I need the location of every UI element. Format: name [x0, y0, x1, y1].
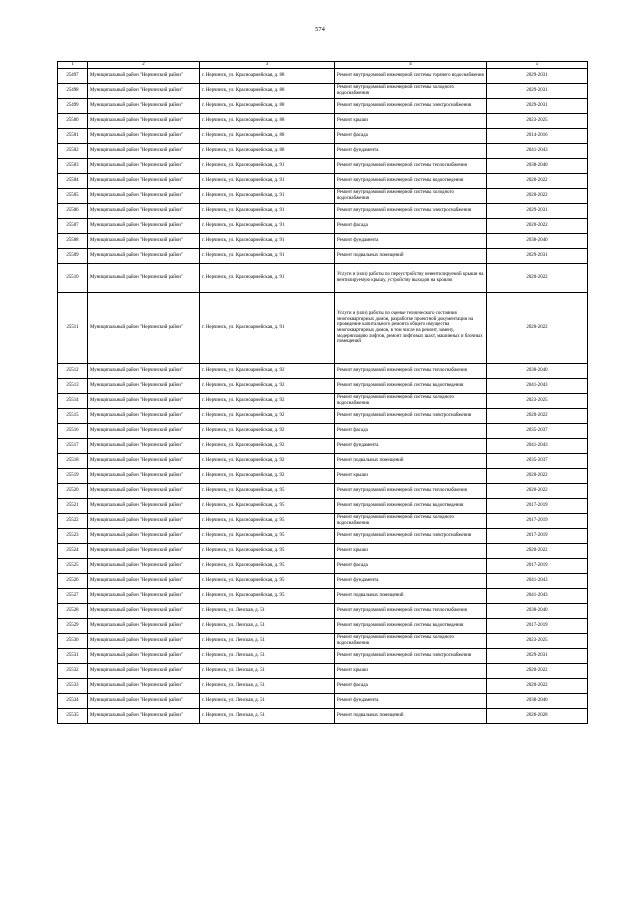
- address-cell: г. Нерчинск, ул. Красноармейская, д. 95: [200, 529, 335, 544]
- work-type-cell: Ремонт внутридомовой инженерной системы холодного водоснабжения: [335, 514, 487, 529]
- row-number-cell: 25520: [58, 484, 88, 499]
- address-cell: г. Нерчинск, ул. Красноармейская, д. 91: [200, 189, 335, 204]
- period-cell: 2020-2022: [487, 484, 588, 499]
- row-number-cell: 25527: [58, 589, 88, 604]
- row-number-cell: 25515: [58, 409, 88, 424]
- work-type-cell: Ремонт внутридомовой инженерной системы холодного водоснабжения: [335, 189, 487, 204]
- work-type-cell: Ремонт внутридомовой инженерной системы электроснабжения: [335, 529, 487, 544]
- table-row: [58, 234, 588, 249]
- address-cell: г. Нерчинск, ул. Красноармейская, д. 88: [200, 129, 335, 144]
- row-number-cell: 25535: [58, 709, 88, 724]
- address-cell: г. Нерчинск, ул. Ленская, д. 51: [200, 679, 335, 694]
- municipality-cell: Муниципальный район "Нерчинский район": [88, 604, 200, 619]
- work-type-cell: Ремонт фасада: [335, 679, 487, 694]
- address-cell: г. Нерчинск, ул. Ленская, д. 51: [200, 664, 335, 679]
- municipality-cell: Муниципальный район "Нерчинский район": [88, 293, 200, 364]
- municipality-cell: Муниципальный район "Нерчинский район": [88, 559, 200, 574]
- table-row: [58, 484, 588, 499]
- address-cell: г. Нерчинск, ул. Красноармейская, д. 92: [200, 454, 335, 469]
- period-cell: 2041-2043: [487, 439, 588, 454]
- address-cell: г. Нерчинск, ул. Красноармейская, д. 92: [200, 364, 335, 379]
- municipality-cell: Муниципальный район "Нерчинский район": [88, 439, 200, 454]
- table-row: [58, 249, 588, 264]
- period-cell: 2020-2022: [487, 293, 588, 364]
- row-number-cell: 25511: [58, 293, 88, 364]
- period-cell: 2026-2028: [487, 709, 588, 724]
- municipality-cell: Муниципальный район "Нерчинский район": [88, 649, 200, 664]
- table-row: [58, 144, 588, 159]
- period-cell: 2035-2037: [487, 424, 588, 439]
- address-cell: г. Нерчинск, ул. Красноармейская, д. 91: [200, 249, 335, 264]
- period-cell: 2029-2031: [487, 84, 588, 99]
- address-cell: г. Нерчинск, ул. Ленская, д. 51: [200, 634, 335, 649]
- municipality-cell: Муниципальный район "Нерчинский район": [88, 619, 200, 634]
- row-number-cell: 25506: [58, 204, 88, 219]
- period-cell: 2041-2043: [487, 144, 588, 159]
- period-cell: 2029-2031: [487, 204, 588, 219]
- row-number-cell: 25512: [58, 364, 88, 379]
- table-row: [58, 394, 588, 409]
- period-cell: 2038-2040: [487, 159, 588, 174]
- period-cell: 2029-2031: [487, 649, 588, 664]
- table-row: [58, 293, 588, 364]
- row-number-cell: 25531: [58, 649, 88, 664]
- period-cell: 2020-2022: [487, 544, 588, 559]
- table-row: [58, 174, 588, 189]
- work-type-cell: Ремонт крыши: [335, 114, 487, 129]
- municipality-cell: Муниципальный район "Нерчинский район": [88, 529, 200, 544]
- period-cell: 2029-2031: [487, 99, 588, 114]
- work-type-cell: Ремонт подвальных помещений: [335, 249, 487, 264]
- work-type-cell: Ремонт подвальных помещений: [335, 454, 487, 469]
- period-cell: 2038-2040: [487, 694, 588, 709]
- table-row: [58, 264, 588, 293]
- row-number-cell: 25498: [58, 84, 88, 99]
- address-cell: г. Нерчинск, ул. Красноармейская, д. 88: [200, 99, 335, 114]
- address-cell: г. Нерчинск, ул. Красноармейская, д. 95: [200, 484, 335, 499]
- period-cell: 2017-2019: [487, 559, 588, 574]
- address-cell: г. Нерчинск, ул. Красноармейская, д. 95: [200, 499, 335, 514]
- municipality-cell: Муниципальный район "Нерчинский район": [88, 99, 200, 114]
- column-header: 5: [487, 62, 588, 69]
- row-number-cell: 25516: [58, 424, 88, 439]
- municipality-cell: Муниципальный район "Нерчинский район": [88, 634, 200, 649]
- address-cell: г. Нерчинск, ул. Красноармейская, д. 95: [200, 589, 335, 604]
- table-row: [58, 634, 588, 649]
- table-row: [58, 114, 588, 129]
- table-row: [58, 439, 588, 454]
- capital-repair-table: [57, 61, 588, 724]
- address-cell: г. Нерчинск, ул. Красноармейская, д. 95: [200, 574, 335, 589]
- period-cell: 2020-2022: [487, 409, 588, 424]
- row-number-cell: 25523: [58, 529, 88, 544]
- table-row: [58, 409, 588, 424]
- period-cell: 2023-2025: [487, 114, 588, 129]
- table-row: [58, 159, 588, 174]
- period-cell: 2017-2019: [487, 529, 588, 544]
- municipality-cell: Муниципальный район "Нерчинский район": [88, 189, 200, 204]
- table-row: [58, 694, 588, 709]
- address-cell: г. Нерчинск, ул. Красноармейская, д. 92: [200, 424, 335, 439]
- municipality-cell: Муниципальный район "Нерчинский район": [88, 174, 200, 189]
- table-row: [58, 499, 588, 514]
- municipality-cell: Муниципальный район "Нерчинский район": [88, 469, 200, 484]
- period-cell: 2017-2019: [487, 499, 588, 514]
- period-cell: 2023-2025: [487, 634, 588, 649]
- address-cell: г. Нерчинск, ул. Красноармейская, д. 92: [200, 409, 335, 424]
- municipality-cell: Муниципальный район "Нерчинский район": [88, 694, 200, 709]
- row-number-cell: 25522: [58, 514, 88, 529]
- municipality-cell: Муниципальный район "Нерчинский район": [88, 589, 200, 604]
- table-row: [58, 529, 588, 544]
- row-number-cell: 25518: [58, 454, 88, 469]
- municipality-cell: Муниципальный район "Нерчинский район": [88, 84, 200, 99]
- row-number-cell: 25509: [58, 249, 88, 264]
- address-cell: г. Нерчинск, ул. Красноармейская, д. 88: [200, 69, 335, 84]
- table-row: [58, 574, 588, 589]
- period-cell: 2020-2022: [487, 664, 588, 679]
- table-row: [58, 379, 588, 394]
- address-cell: г. Нерчинск, ул. Ленская, д. 51: [200, 619, 335, 634]
- period-cell: 2023-2025: [487, 394, 588, 409]
- address-cell: г. Нерчинск, ул. Красноармейская, д. 91: [200, 234, 335, 249]
- work-type-cell: Ремонт крыши: [335, 469, 487, 484]
- row-number-cell: 25519: [58, 469, 88, 484]
- period-cell: 2038-2040: [487, 604, 588, 619]
- municipality-cell: Муниципальный район "Нерчинский район": [88, 69, 200, 84]
- table-row: [58, 649, 588, 664]
- address-cell: г. Нерчинск, ул. Ленская, д. 51: [200, 604, 335, 619]
- work-type-cell: Ремонт фасада: [335, 129, 487, 144]
- period-cell: 2038-2040: [487, 234, 588, 249]
- work-type-cell: Ремонт крыши: [335, 544, 487, 559]
- table-row: [58, 619, 588, 634]
- municipality-cell: Муниципальный район "Нерчинский район": [88, 454, 200, 469]
- period-cell: 2014-2016: [487, 129, 588, 144]
- row-number-cell: 25501: [58, 129, 88, 144]
- table-row: [58, 84, 588, 99]
- table-row: [58, 454, 588, 469]
- row-number-cell: 25514: [58, 394, 88, 409]
- address-cell: г. Нерчинск, ул. Ленская, д. 51: [200, 709, 335, 724]
- row-number-cell: 25499: [58, 99, 88, 114]
- municipality-cell: Муниципальный район "Нерчинский район": [88, 544, 200, 559]
- row-number-cell: 25521: [58, 499, 88, 514]
- table-row: [58, 364, 588, 379]
- period-cell: 2029-2031: [487, 69, 588, 84]
- work-type-cell: Ремонт фасада: [335, 559, 487, 574]
- municipality-cell: Муниципальный район "Нерчинский район": [88, 484, 200, 499]
- address-cell: г. Нерчинск, ул. Красноармейская, д. 91: [200, 264, 335, 293]
- row-number-cell: 25533: [58, 679, 88, 694]
- row-number-cell: 25503: [58, 159, 88, 174]
- column-header: 3: [200, 62, 335, 69]
- work-type-cell: Ремонт внутридомовой инженерной системы холодного водоснабжения: [335, 634, 487, 649]
- work-type-cell: Ремонт внутридомовой инженерной системы горячего водоснабжения: [335, 69, 487, 84]
- row-number-cell: 25532: [58, 664, 88, 679]
- address-cell: г. Нерчинск, ул. Красноармейская, д. 95: [200, 559, 335, 574]
- table-row: [58, 204, 588, 219]
- table-row: [58, 69, 588, 84]
- work-type-cell: Ремонт внутридомовой инженерной системы теплоснабжения: [335, 604, 487, 619]
- period-cell: 2020-2022: [487, 264, 588, 293]
- municipality-cell: Муниципальный район "Нерчинский район": [88, 514, 200, 529]
- table-header-row: [58, 62, 588, 69]
- table-row: [58, 589, 588, 604]
- work-type-cell: Ремонт подвальных помещений: [335, 709, 487, 724]
- column-header: 4: [335, 62, 487, 69]
- period-cell: 2017-2019: [487, 514, 588, 529]
- row-number-cell: 25526: [58, 574, 88, 589]
- address-cell: г. Нерчинск, ул. Красноармейская, д. 88: [200, 144, 335, 159]
- row-number-cell: 25513: [58, 379, 88, 394]
- table-row: [58, 679, 588, 694]
- municipality-cell: Муниципальный район "Нерчинский район": [88, 499, 200, 514]
- address-cell: г. Нерчинск, ул. Красноармейская, д. 95: [200, 544, 335, 559]
- municipality-cell: Муниципальный район "Нерчинский район": [88, 664, 200, 679]
- work-type-cell: Ремонт внутридомовой инженерной системы холодного водоснабжения: [335, 84, 487, 99]
- work-type-cell: Ремонт фундамента: [335, 694, 487, 709]
- row-number-cell: 25517: [58, 439, 88, 454]
- municipality-cell: Муниципальный район "Нерчинский район": [88, 219, 200, 234]
- address-cell: г. Нерчинск, ул. Красноармейская, д. 91: [200, 219, 335, 234]
- municipality-cell: Муниципальный район "Нерчинский район": [88, 129, 200, 144]
- period-cell: 2035-2037: [487, 454, 588, 469]
- period-cell: 2020-2022: [487, 219, 588, 234]
- row-number-cell: 25510: [58, 264, 88, 293]
- work-type-cell: Услуги и (или) работы по оценке технического состояния многоквартирных домов, разработке проектной документации на проведение капитального ремонта общего имущества многоквартирных домов, в том числе на ремонт, замену, модернизацию лифтов, ремонт лифтовых шахт, машинных и блочных помещений: [335, 293, 487, 364]
- work-type-cell: Ремонт внутридомовой инженерной системы водоотведения: [335, 379, 487, 394]
- municipality-cell: Муниципальный район "Нерчинский район": [88, 679, 200, 694]
- table-row: [58, 99, 588, 114]
- work-type-cell: Ремонт внутридомовой инженерной системы электроснабжения: [335, 649, 487, 664]
- municipality-cell: Муниципальный район "Нерчинский район": [88, 409, 200, 424]
- work-type-cell: Ремонт внутридомовой инженерной системы электроснабжения: [335, 204, 487, 219]
- row-number-cell: 25524: [58, 544, 88, 559]
- period-cell: 2041-2043: [487, 574, 588, 589]
- municipality-cell: Муниципальный район "Нерчинский район": [88, 204, 200, 219]
- address-cell: г. Нерчинск, ул. Красноармейская, д. 91: [200, 293, 335, 364]
- table-row: [58, 469, 588, 484]
- row-number-cell: 25534: [58, 694, 88, 709]
- work-type-cell: Ремонт фасада: [335, 424, 487, 439]
- column-header: 2: [88, 62, 200, 69]
- table-row: [58, 709, 588, 724]
- work-type-cell: Ремонт внутридомовой инженерной системы теплоснабжения: [335, 159, 487, 174]
- municipality-cell: Муниципальный район "Нерчинский район": [88, 424, 200, 439]
- work-type-cell: Ремонт внутридомовой инженерной системы водоотведения: [335, 619, 487, 634]
- row-number-cell: 25529: [58, 619, 88, 634]
- address-cell: г. Нерчинск, ул. Красноармейская, д. 92: [200, 439, 335, 454]
- row-number-cell: 25504: [58, 174, 88, 189]
- table-row: [58, 544, 588, 559]
- municipality-cell: Муниципальный район "Нерчинский район": [88, 144, 200, 159]
- row-number-cell: 25530: [58, 634, 88, 649]
- period-cell: 2020-2022: [487, 189, 588, 204]
- period-cell: 2029-2031: [487, 249, 588, 264]
- period-cell: 2017-2019: [487, 619, 588, 634]
- work-type-cell: Ремонт внутридомовой инженерной системы теплоснабжения: [335, 484, 487, 499]
- row-number-cell: 25507: [58, 219, 88, 234]
- municipality-cell: Муниципальный район "Нерчинский район": [88, 709, 200, 724]
- work-type-cell: Ремонт внутридомовой инженерной системы электроснабжения: [335, 99, 487, 114]
- work-type-cell: Ремонт крыши: [335, 664, 487, 679]
- period-cell: 2020-2022: [487, 174, 588, 189]
- period-cell: 2041-2043: [487, 589, 588, 604]
- address-cell: г. Нерчинск, ул. Красноармейская, д. 91: [200, 204, 335, 219]
- work-type-cell: Ремонт внутридомовой инженерной системы водоотведения: [335, 499, 487, 514]
- address-cell: г. Нерчинск, ул. Красноармейская, д. 92: [200, 469, 335, 484]
- row-number-cell: 25500: [58, 114, 88, 129]
- period-cell: 2020-2022: [487, 469, 588, 484]
- work-type-cell: Ремонт внутридомовой инженерной системы электроснабжения: [335, 409, 487, 424]
- period-cell: 2041-2043: [487, 379, 588, 394]
- row-number-cell: 25525: [58, 559, 88, 574]
- municipality-cell: Муниципальный район "Нерчинский район": [88, 234, 200, 249]
- address-cell: г. Нерчинск, ул. Ленская, д. 51: [200, 694, 335, 709]
- row-number-cell: 25528: [58, 604, 88, 619]
- work-type-cell: Ремонт фундамента: [335, 574, 487, 589]
- address-cell: г. Нерчинск, ул. Красноармейская, д. 91: [200, 159, 335, 174]
- municipality-cell: Муниципальный район "Нерчинский район": [88, 249, 200, 264]
- table-row: [58, 559, 588, 574]
- address-cell: г. Нерчинск, ул. Красноармейская, д. 95: [200, 514, 335, 529]
- municipality-cell: Муниципальный район "Нерчинский район": [88, 364, 200, 379]
- table-row: [58, 189, 588, 204]
- address-cell: г. Нерчинск, ул. Красноармейская, д. 88: [200, 114, 335, 129]
- address-cell: г. Нерчинск, ул. Красноармейская, д. 91: [200, 174, 335, 189]
- work-type-cell: Ремонт внутридомовой инженерной системы теплоснабжения: [335, 364, 487, 379]
- municipality-cell: Муниципальный район "Нерчинский район": [88, 264, 200, 293]
- address-cell: г. Нерчинск, ул. Красноармейская, д. 92: [200, 379, 335, 394]
- table-row: [58, 424, 588, 439]
- table-row: [58, 219, 588, 234]
- row-number-cell: 25497: [58, 69, 88, 84]
- work-type-cell: Ремонт подвальных помещений: [335, 589, 487, 604]
- work-type-cell: Ремонт фундамента: [335, 439, 487, 454]
- work-type-cell: Ремонт фасада: [335, 219, 487, 234]
- municipality-cell: Муниципальный район "Нерчинский район": [88, 114, 200, 129]
- column-header: 1: [58, 62, 88, 69]
- period-cell: 2038-2040: [487, 364, 588, 379]
- work-type-cell: Ремонт внутридомовой инженерной системы водоотведения: [335, 174, 487, 189]
- address-cell: г. Нерчинск, ул. Красноармейская, д. 88: [200, 84, 335, 99]
- municipality-cell: Муниципальный район "Нерчинский район": [88, 379, 200, 394]
- row-number-cell: 25502: [58, 144, 88, 159]
- address-cell: г. Нерчинск, ул. Красноармейская, д. 92: [200, 394, 335, 409]
- table-row: [58, 129, 588, 144]
- municipality-cell: Муниципальный район "Нерчинский район": [88, 574, 200, 589]
- work-type-cell: Ремонт фундамента: [335, 144, 487, 159]
- row-number-cell: 25508: [58, 234, 88, 249]
- table-row: [58, 664, 588, 679]
- work-type-cell: Услуги и (или) работы по переустройству невентилируемой крыши на вентилируемую крышу, устройству выходов на кровлю: [335, 264, 487, 293]
- period-cell: 2020-2022: [487, 679, 588, 694]
- work-type-cell: Ремонт внутридомовой инженерной системы холодного водоснабжения: [335, 394, 487, 409]
- work-type-cell: Ремонт фундамента: [335, 234, 487, 249]
- page-number: 574: [315, 26, 325, 33]
- row-number-cell: 25505: [58, 189, 88, 204]
- address-cell: г. Нерчинск, ул. Ленская, д. 51: [200, 649, 335, 664]
- table-row: [58, 514, 588, 529]
- table-row: [58, 604, 588, 619]
- municipality-cell: Муниципальный район "Нерчинский район": [88, 159, 200, 174]
- municipality-cell: Муниципальный район "Нерчинский район": [88, 394, 200, 409]
